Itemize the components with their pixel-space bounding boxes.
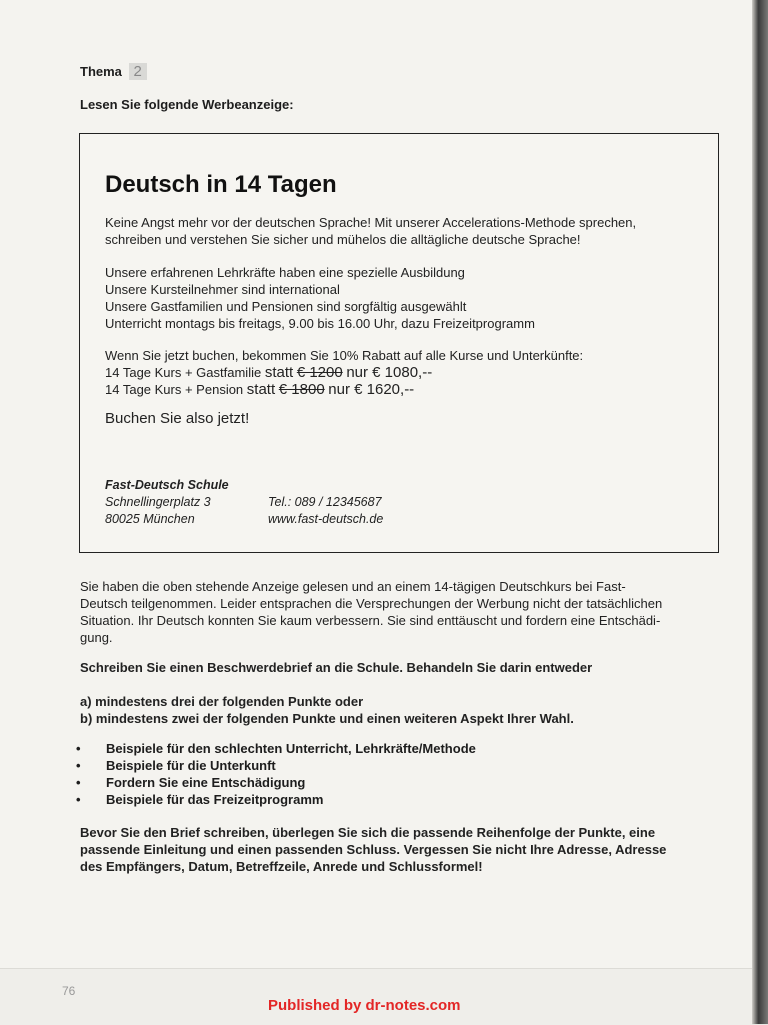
ad-offer bbox=[105, 347, 705, 398]
watermark: Published by dr-notes.com bbox=[268, 997, 461, 1014]
new-price: nur € 1080,-- bbox=[346, 364, 433, 381]
book-spine-edge bbox=[752, 0, 768, 1024]
call-to-action: Buchen Sie also jetzt! bbox=[105, 410, 250, 427]
section-heading bbox=[80, 63, 147, 80]
school-address bbox=[105, 477, 229, 528]
ad-feature: Unsere Gastfamilien und Pensionen sind sorgfältig ausgewählt bbox=[105, 299, 467, 314]
ad-feature: Unterricht montags bis freitags, 9.00 bis 16.00 Uhr, dazu Freizeitprogramm bbox=[105, 316, 535, 331]
old-price: € 1800 bbox=[278, 381, 325, 398]
list-item: • Fordern Sie eine Entschädigung bbox=[76, 775, 306, 790]
bullet-icon: • bbox=[76, 792, 81, 807]
school-city: 80025 München bbox=[105, 512, 195, 526]
text-line: passende Einleitung und einen passenden Schluss. Vergessen Sie nicht Ihre Adresse, Adresse bbox=[80, 842, 667, 857]
offer-label: 14 Tage Kurs + Gastfamilie bbox=[105, 365, 262, 380]
list-item: • Beispiele für den schlechten Unterricht, Lehrkräfte/Methode bbox=[76, 741, 476, 756]
school-contact bbox=[268, 494, 383, 528]
text-line: gung. bbox=[80, 630, 113, 645]
bullet-icon: • bbox=[76, 741, 81, 756]
advertisement-box bbox=[79, 133, 719, 553]
offer-intro: Wenn Sie jetzt buchen, bekommen Sie 10% Rabatt auf alle Kurse und Unterkünfte: bbox=[105, 348, 584, 363]
thema-number: 2 bbox=[129, 63, 147, 80]
bullet-icon: • bbox=[76, 758, 81, 773]
offer-label: 14 Tage Kurs + Pension bbox=[105, 382, 244, 397]
school-phone: Tel.: 089 / 12345687 bbox=[268, 495, 382, 509]
thema-label: Thema bbox=[80, 64, 122, 79]
page-number: 76 bbox=[62, 984, 76, 998]
text-line: Deutsch teilgenommen. Leider entsprachen die Versprechungen der Werbung nicht der tatsächlichen bbox=[80, 596, 663, 611]
ad-intro bbox=[105, 214, 705, 248]
text-line: Bevor Sie den Brief schreiben, überlegen Sie sich die passende Reihenfolge der Punkte, eine bbox=[80, 825, 656, 840]
text-line: des Empfängers, Datum, Betreffzeile, Anrede und Schlussformel! bbox=[80, 859, 483, 874]
school-website: www.fast-deutsch.de bbox=[268, 512, 384, 526]
offer-statt: statt bbox=[246, 381, 276, 398]
list-item: • Beispiele für die Unterkunft bbox=[76, 758, 276, 773]
bullet-icon: • bbox=[76, 775, 81, 790]
offer-statt: statt bbox=[264, 364, 294, 381]
bullet-list bbox=[76, 740, 476, 808]
text-line: Situation. Ihr Deutsch konnten Sie kaum verbessern. Sie sind enttäuscht und fordern eine Entschädi- bbox=[80, 613, 661, 628]
instruction: Lesen Sie folgende Werbeanzeige: bbox=[80, 97, 294, 112]
task-text: Schreiben Sie einen Beschwerdebrief an die Schule. Behandeln Sie darin entweder bbox=[80, 660, 593, 675]
ad-features bbox=[105, 264, 705, 332]
offer-line-2 bbox=[105, 381, 705, 398]
ad-title: Deutsch in 14 Tagen bbox=[105, 171, 337, 198]
situation-paragraph bbox=[80, 578, 730, 646]
school-street: Schnellingerplatz 3 bbox=[105, 495, 211, 509]
school-name: Fast-Deutsch Schule bbox=[105, 478, 229, 492]
closing-instructions bbox=[80, 824, 730, 875]
old-price: € 1200 bbox=[296, 364, 343, 381]
text-line: Sie haben die oben stehende Anzeige gelesen und an einem 14-tägigen Deutschkurs bei Fast- bbox=[80, 579, 626, 594]
option-a: a) mindestens drei der folgenden Punkte oder bbox=[80, 694, 364, 709]
new-price: nur € 1620,-- bbox=[328, 381, 415, 398]
option-b: b) mindestens zwei der folgenden Punkte und einen weiteren Aspekt Ihrer Wahl. bbox=[80, 711, 574, 726]
offer-line-1 bbox=[105, 364, 705, 381]
ad-intro-line: Keine Angst mehr vor der deutschen Sprache! Mit unserer Accelerations-Methode sprechen, bbox=[105, 215, 637, 230]
list-item: • Beispiele für das Freizeitprogramm bbox=[76, 792, 324, 807]
options bbox=[80, 693, 730, 727]
ad-feature: Unsere Kursteilnehmer sind international bbox=[105, 282, 340, 297]
ad-intro-line: schreiben und verstehen Sie sicher und mühelos die alltägliche deutsche Sprache! bbox=[105, 232, 581, 247]
ad-feature: Unsere erfahrenen Lehrkräfte haben eine spezielle Ausbildung bbox=[105, 265, 465, 280]
